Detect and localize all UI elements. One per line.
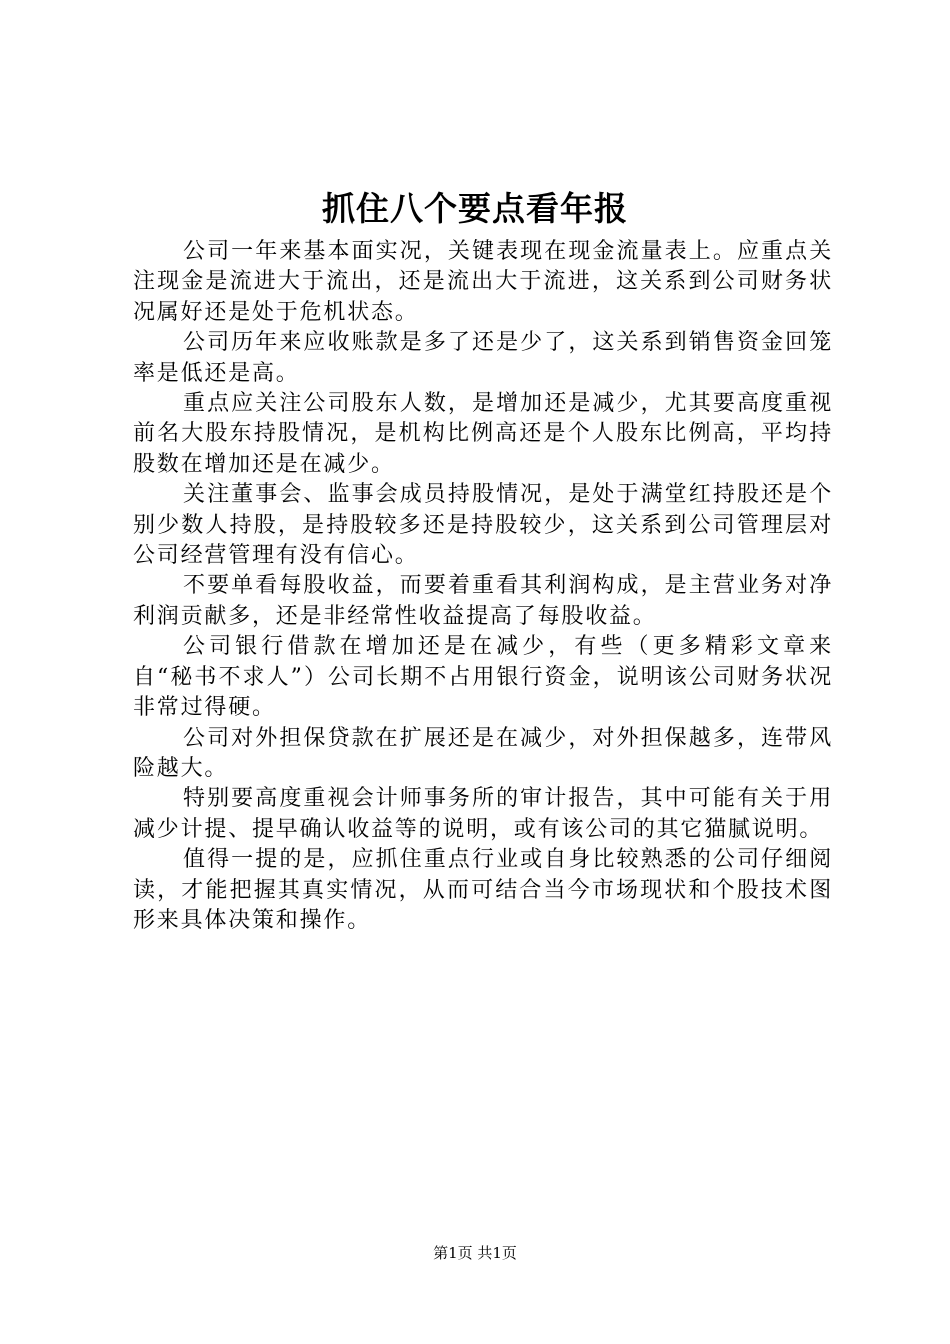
paragraph-audit-report: 特别要高度重视会计师事务所的审计报告，其中可能有关于用减少计提、提早确认收益等的说明，或有该公司的其它猫腻说明。: [133, 786, 833, 842]
page-title: 抓住八个要点看年报: [322, 189, 628, 228]
paragraph-receivables: 公司历年来应收账款是多了还是少了，这关系到销售资金回笼率是低还是高。: [133, 330, 833, 386]
paragraph-board-holdings: 关注董事会、监事会成员持股情况，是处于满堂红持股还是个别少数人持股，是持股较多还是持股较少，这关系到公司管理层对公司经营管理有没有信心。: [133, 482, 833, 569]
paragraph-cash-flow: 公司一年来基本面实况，关键表现在现金流量表上。应重点关注现金是流进大于流出，还是流出大于流进，这关系到公司财务状况属好还是处于危机状态。: [133, 239, 833, 325]
paragraph-shareholders: 重点应关注公司股东人数，是增加还是减少，尤其要高度重视前名大股东持股情况，是机构比例高还是个人股东比例高，平均持股数在增加还是在减少。: [133, 391, 833, 477]
paragraph-guarantees: 公司对外担保贷款在扩展还是在减少，对外担保越多，连带风险越大。: [133, 725, 833, 781]
paragraph-earnings-per-share: 不要单看每股收益，而要着重看其利润构成，是主营业务对净利润贡献多，还是非经常性收益提高了每股收益。: [133, 573, 833, 629]
paragraph-conclusion: 值得一提的是，应抓住重点行业或自身比较熟悉的公司仔细阅读，才能把握其真实情况，从而可结合当今市场现状和个股技术图形来具体决策和操作。: [133, 847, 833, 933]
paragraph-bank-loans: 公司银行借款在增加还是在减少，有些（更多精彩文章来自“秘书不求人”）公司长期不占用银行资金，说明该公司财务状况非常过得硬。: [133, 634, 833, 721]
page-number-footer: 第1页 共1页: [433, 1244, 517, 1262]
document-body: [133, 237, 833, 936]
